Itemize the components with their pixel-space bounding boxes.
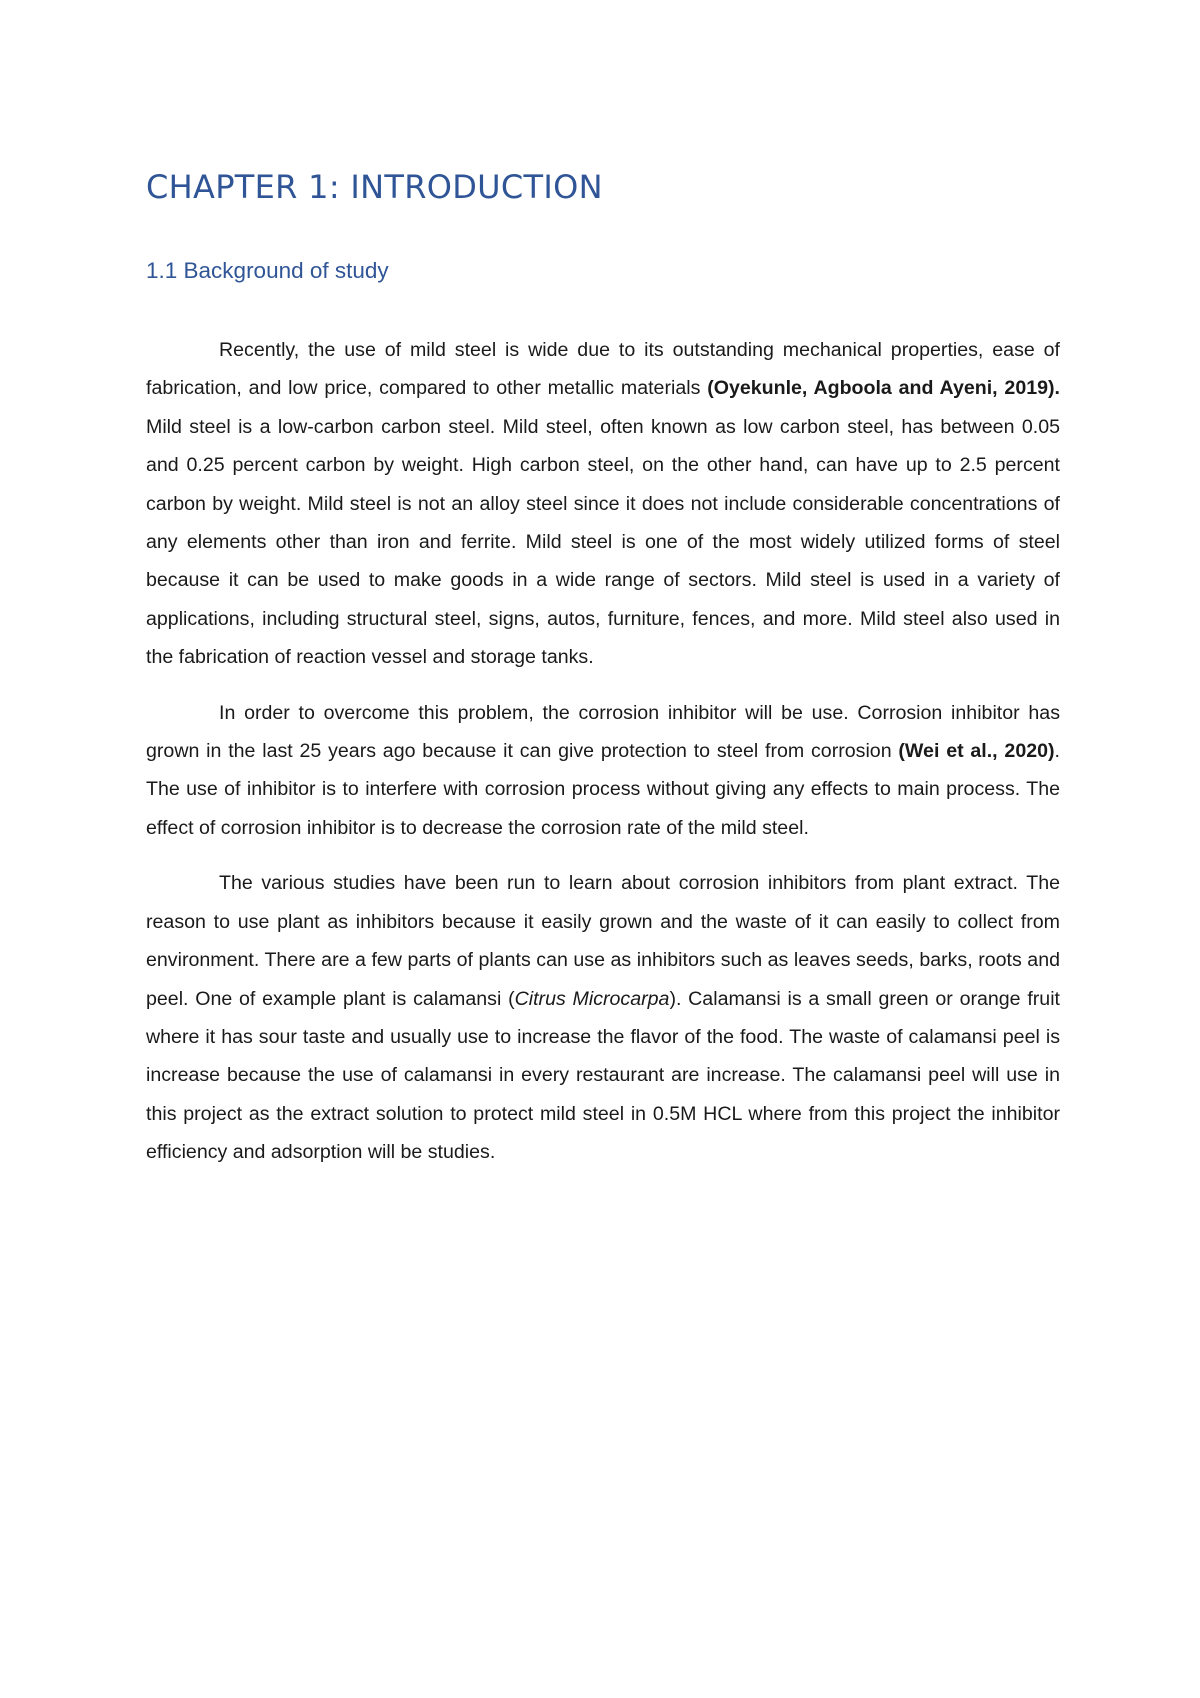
paragraph-3 <box>146 864 1060 1171</box>
chapter-title: CHAPTER 1: INTRODUCTION <box>146 168 603 206</box>
citation-wei: (Wei et al., 2020) <box>898 740 1055 763</box>
citation-oyekunle: (Oyekunle, Agboola and Ayeni, 2019). <box>707 377 1060 400</box>
paragraph-1-text-a: Recently, the use of mild steel is wide due to its outstanding mechanical properties, ease of fabrication, and low price, compared to other metallic materials <box>146 339 1060 400</box>
paragraph-1-text-b: Mild steel is a low-carbon carbon steel. Mild steel, often known as low carbon steel, has between 0.05 and 0.25 percent carbon by weight. High carbon steel, on the other hand, can have up to 2.5 percent carbon by weight. Mild steel is not an alloy steel since it does not include considerable concentrations of any elements other than iron and ferrite. Mild steel is one of the most widely utilized forms of steel because it can be used to make goods in a wide range of sectors. Mild steel is used in a variety of applications, including structural steel, signs, autos, furniture, fences, and more. Mild steel also used in the fabrication of reaction vessel and storage tanks. <box>146 415 1060 669</box>
species-name: Citrus Microcarpa <box>514 987 670 1010</box>
paragraph-1 <box>146 331 1060 677</box>
paragraph-2-text-a: In order to overcome this problem, the corrosion inhibitor will be use. Corrosion inhibitor has grown in the last 25 years ago because it can give protection to steel from corrosion <box>146 701 1060 763</box>
paragraph-2-text-b: . The use of inhibitor is to interfere with corrosion process without giving any effects to main process. The effect of corrosion inhibitor is to decrease the corrosion rate of the mild steel. <box>146 740 1060 839</box>
paragraph-2 <box>146 694 1060 848</box>
section-title: 1.1 Background of study <box>146 258 389 283</box>
body-text <box>146 331 1060 1189</box>
paragraph-3-text-b: ). Calamansi is a small green or orange fruit where it has sour taste and usually use to increase the flavor of the food. The waste of calamansi peel is increase because the use of calamansi in every restaurant are increase. The calamansi peel will use in this project as the extract solution to protect mild steel in 0.5M HCL where from this project the inhibitor efficiency and adsorption will be studies. <box>146 987 1060 1164</box>
paragraph-3-text-a: The various studies have been run to learn about corrosion inhibitors from plant extract. The reason to use plant as inhibitors because it easily grown and the waste of it can easily to collect from environment. There are a few parts of plants can use as inhibitors such as leaves seeds, barks, roots and peel. One of example plant is calamansi ( <box>146 872 1060 1010</box>
